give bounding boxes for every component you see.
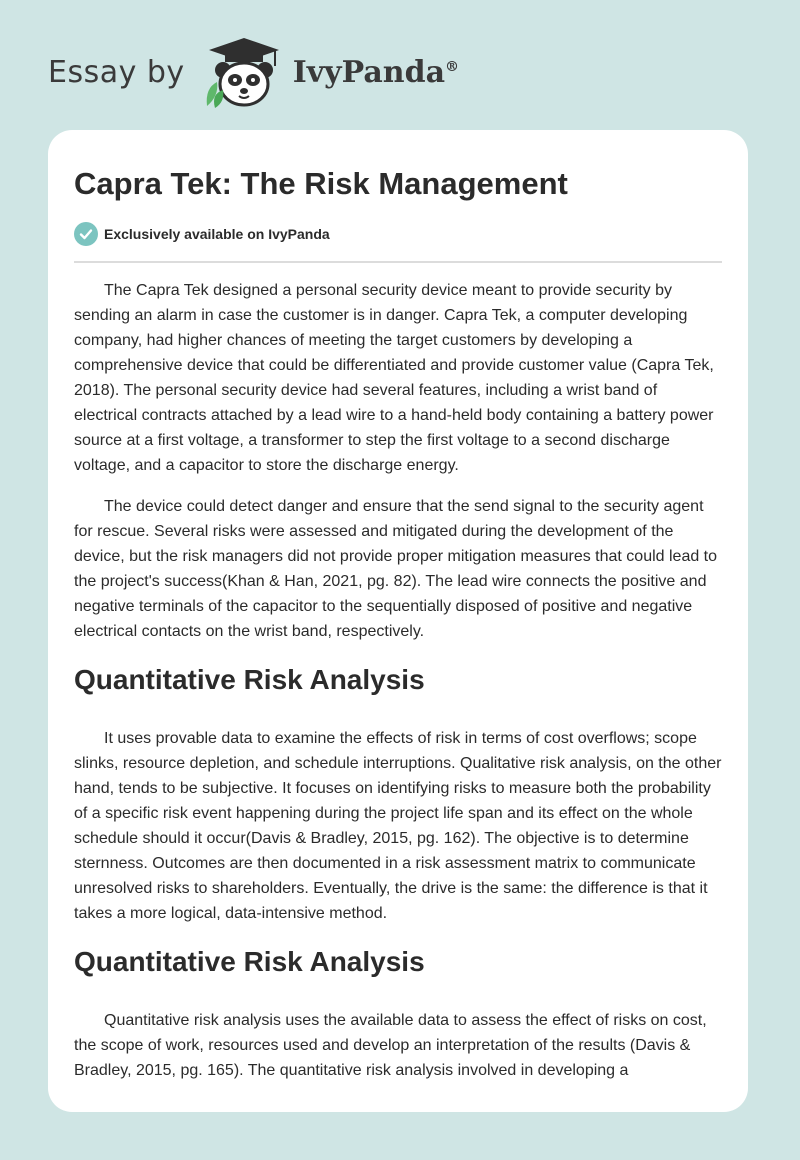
brand-name[interactable]: IvyPanda® [292,54,460,90]
brand-prefix: Essay by [48,54,185,90]
paragraph: It uses provable data to examine the effects of risk in terms of cost overflows; scope slinks, resource depletion, and schedule interruptions. Qualitative risk analysis, on the other hand, tends to be subjective. It focuses on identifying risks to measure both the probability of a specific risk event happening during the project life span and its effect on the whole schedule should it occur(Davis & Bradley, 2015, pg. 162). The objective is to determine sternness. Outcomes are then documented in a risk assessment matrix to communicate unresolved risks to shareholders. Eventually, the drive is the same: the difference is that it takes a more logical, data-intensive method. [74,730,722,922]
exclusive-badge [74,222,330,246]
panda-logo-icon[interactable] [201,36,287,108]
article-card [48,130,748,1112]
section-heading: Quantitative Risk Analysis [74,946,425,977]
article-body [74,278,724,1099]
page-title: Capra Tek: The Risk Management [74,166,568,201]
paragraph: Quantitative risk analysis uses the available data to assess the effect of risks on cost, the scope of work, resources used and develop an interpretation of the results (Davis & Bradley, 2015, pg. 165). The quantitative risk analysis involved in developing a [74,1012,707,1079]
divider [74,261,722,263]
section-heading: Quantitative Risk Analysis [74,664,425,695]
paragraph: The Capra Tek designed a personal security device meant to provide security by sending an alarm in case the customer is in danger. Capra Tek, a computer developing company, had higher chances of meeting the target customers by developing a comprehensive device that could be differentiated and provide customer value (Capra Tek, 2018). The personal security device had several features, including a wrist band of electrical contracts attached by a lead wire to a hand-held body containing a battery power source at a first voltage, a transformer to step the first voltage to a second discharge voltage, and a capacitor to store the discharge energy. [74,282,714,474]
site-header [48,36,459,108]
check-circle-icon [74,222,98,246]
exclusive-badge-label: Exclusively available on IvyPanda [104,226,330,242]
paragraph: The device could detect danger and ensure that the send signal to the security agent for rescue. Several risks were assessed and mitigated during the development of the device, but the risk managers did not provide proper mitigation measures that could lead to the project's success(Khan & Han, 2021, pg. 82). The lead wire connects the positive and negative terminals of the capacitor to the sequentially disposed of positive and negative electrical contacts on the wrist band, respectively. [74,498,718,640]
